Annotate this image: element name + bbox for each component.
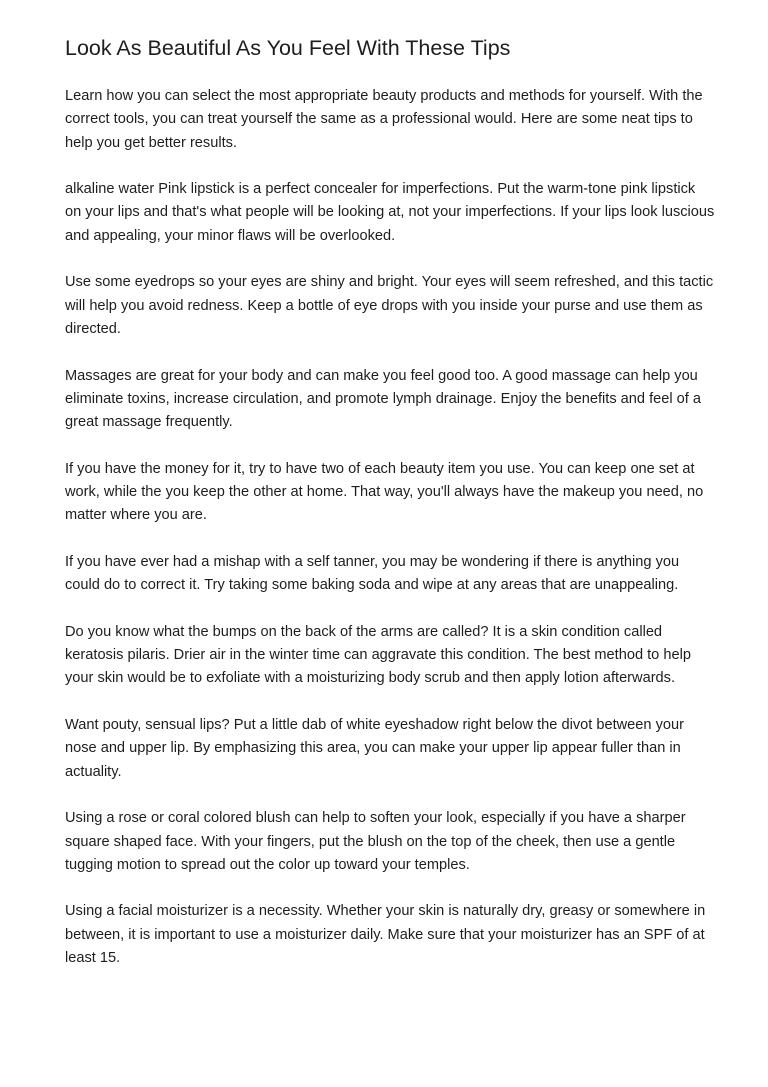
- paragraph-massages: Massages are great for your body and can make you feel good too. A good massage can help you eliminate toxins, increase circulation, and promote lymph drainage. Enjoy the benefits and feel of a great massage frequently.: [65, 367, 702, 431]
- paragraph-two-items: If you have the money for it, try to have two of each beauty item you use. You can keep one set at work, while the you keep the other at home. That way, you'll always have the makeup you need, no matter where you are.: [65, 460, 704, 524]
- paragraph-intro: Learn how you can select the most appropriate beauty products and methods for yourself. With the correct tools, you can treat yourself the same as a professional would. Here are some neat tips to help you get better results.: [65, 88, 703, 151]
- paragraph-pouty-lips: Want pouty, sensual lips? Put a little dab of white eyeshadow right below the divot between your nose and upper lip. By emphasizing this area, you can make your upper lip appear fuller than in actuality.: [65, 717, 684, 780]
- document-title: Look As Beautiful As You Feel With These Tips: [65, 36, 511, 60]
- paragraph-blush: Using a rose or coral colored blush can help to soften your look, especially if you have a sharper square shaped face. With your fingers, put the blush on the top of the cheek, then use a gentle tugging motion to spread out the color up toward your temples.: [65, 810, 686, 873]
- paragraph-keratosis: Do you know what the bumps on the back of the arms are called? It is a skin condition called keratosis pilaris. Drier air in the winter time can aggravate this condition. The best method to help your skin would be to exfoliate with a moisturizing body scrub and then apply lotion afterwards.: [65, 623, 691, 687]
- paragraph-moisturizer: Using a facial moisturizer is a necessity. Whether your skin is naturally dry, greasy or somewhere in between, it is important to use a moisturizer daily. Make sure that your moisturizer has an SPF of at least 15.: [65, 903, 706, 966]
- paragraph-eyedrops: Use some eyedrops so your eyes are shiny and bright. Your eyes will seem refreshed, and this tactic will help you avoid redness. Keep a bottle of eye drops with you inside your purse and use them as directed.: [65, 274, 714, 337]
- paragraph-lipstick: alkaline water Pink lipstick is a perfect concealer for imperfections. Put the warm-tone pink lipstick on your lips and that's what people will be looking at, not your imperfections. If your lips look luscious and appealing, your minor flaws will be overlooked.: [65, 181, 715, 244]
- paragraph-self-tanner: If you have ever had a mishap with a self tanner, you may be wondering if there is anything you could do to correct it. Try taking some baking soda and wipe at any areas that are unappealing.: [65, 553, 680, 594]
- document-page: [65, 34, 715, 994]
